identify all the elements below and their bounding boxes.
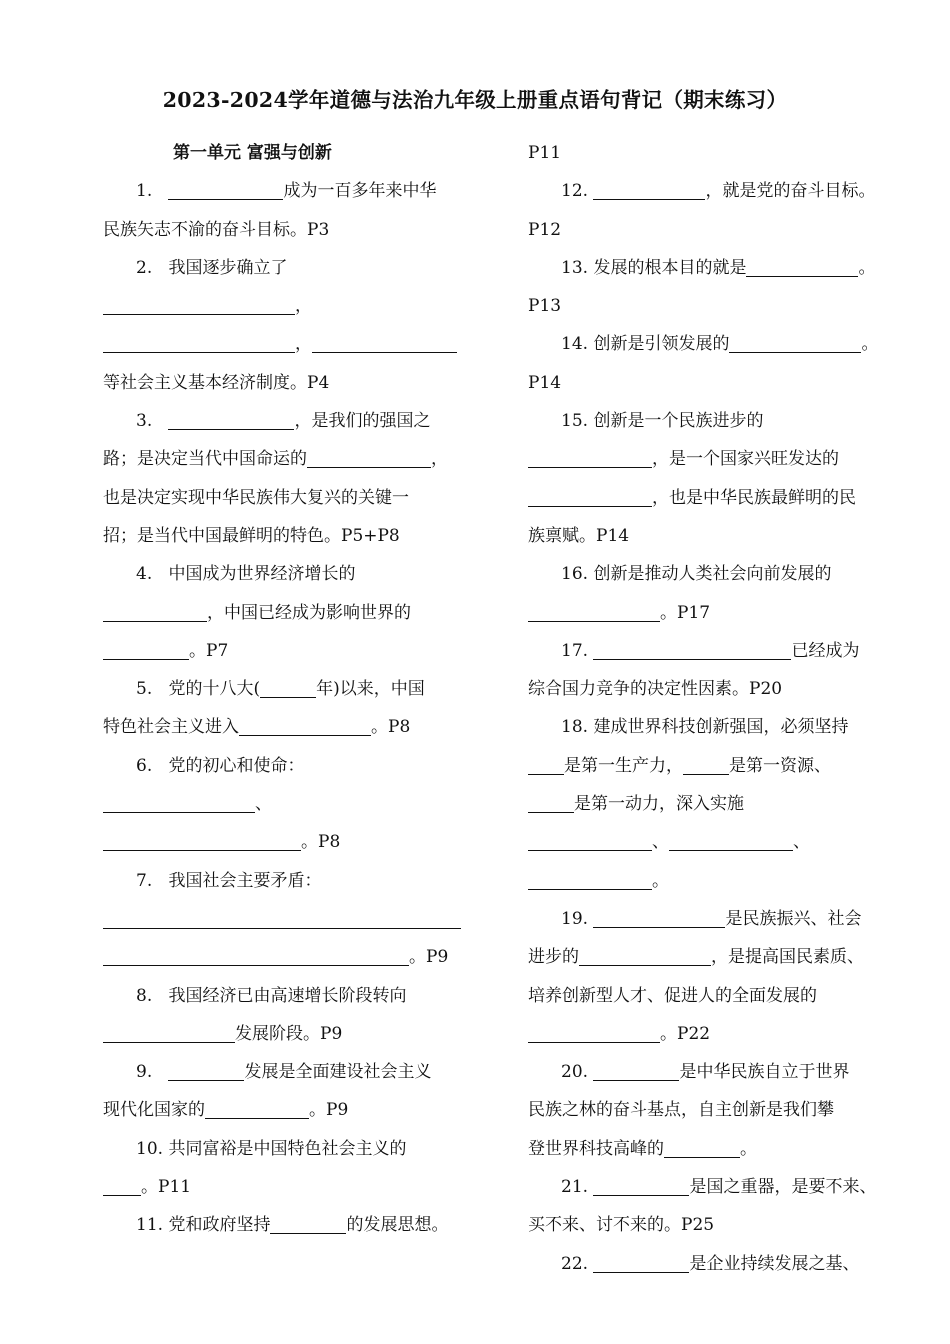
blank[interactable] (593, 1250, 689, 1273)
blank[interactable] (683, 752, 729, 775)
blank[interactable] (528, 1020, 660, 1043)
question-2: 2. 我国逐步确立了 (136, 257, 288, 278)
question-7: 7. 我国社会主要矛盾： (136, 870, 322, 891)
blank[interactable] (664, 1135, 740, 1158)
blank[interactable] (103, 828, 301, 851)
question-8: 8. 我国经济已由高速增长阶段转向 (136, 985, 407, 1006)
question-11: 11. 党和政府坚持 的发展思想。 (103, 1206, 461, 1244)
blank[interactable] (205, 1096, 309, 1119)
question-14: 14. 创新是引领发展的 。 (528, 325, 900, 363)
blank[interactable] (528, 752, 564, 775)
blank[interactable] (270, 1211, 346, 1234)
blank[interactable] (729, 330, 861, 353)
question-19: 19. 是民族振兴、社会 (528, 900, 900, 938)
question-20: 20. 是中华民族自立于世界 (528, 1053, 900, 1091)
blank[interactable] (593, 1058, 679, 1081)
blank[interactable] (528, 445, 652, 468)
blank[interactable] (103, 943, 409, 966)
question-10: 10. 共同富裕是中国特色社会主义的 (136, 1138, 407, 1159)
blank[interactable] (746, 254, 858, 277)
blank[interactable] (312, 330, 457, 353)
question-13: 13. 发展的根本目的就是 。 (528, 249, 900, 287)
blank[interactable] (103, 900, 461, 929)
blank[interactable] (103, 790, 255, 813)
question-16: 16. 创新是推动人类社会向前发展的 (561, 564, 832, 585)
blank[interactable] (103, 1020, 235, 1043)
question-21: 21. 是国之重器，是要不来、 (528, 1168, 900, 1206)
blank[interactable] (168, 1058, 244, 1081)
question-6: 6. 党的初心和使命： (136, 755, 305, 776)
question-4: 4. 中国成为世界经济增长的 (136, 564, 356, 585)
unit-heading: 第一单元 富强与创新 (173, 143, 332, 163)
blank[interactable] (528, 828, 652, 851)
blank[interactable] (103, 330, 295, 353)
blank[interactable] (168, 177, 283, 200)
blank[interactable] (239, 713, 371, 736)
page-title: 2023-2024学年道德与法治九年级上册重点语句背记（期末练习） (162, 88, 788, 112)
question-22: 22. 是企业持续发展之基、 (528, 1245, 900, 1283)
question-3: 3. ，是我们的强国之 (103, 402, 461, 440)
blank[interactable] (103, 599, 207, 622)
blank[interactable] (528, 790, 574, 813)
question-5: 5. 党的十八大( 年)以来，中国 (103, 670, 461, 708)
blank[interactable] (168, 407, 294, 430)
question-17: 17. 已经成为 (528, 632, 900, 670)
question-15: 15. 创新是一个民族进步的 (561, 411, 764, 432)
left-column: 第一单元 富强与创新 1. 成为一百多年来中华 民族矢志不渝的奋斗目标。P3 2. 我国逐步确立了 ， ， 等社会主义基本经济制度。P4 3. ，是我们的强国之 路；是决定当代中国命运的 ， 也是决定实现中华民族伟大复兴的关键一 招；是当代中国最鲜明的特色。P5+P8 4. 中国成为世界经济增长的 ，中国已经成为影响世界的 。P7 5. 党的十八大( 年)以来，中国 特色社会主义进入 。P8 6. 党的初心和使命： 、 。P8 7. 我国社会主要矛盾： 。P9 8. 我国经济已由高速增长阶段转向 发展阶段。P9 9. 发展是全面建设社会主义 现代化国家的 。P9 10. 共同富裕是中国特色社会主义的 。P11 11. 党和政府坚持 的发展思想。 (103, 134, 461, 1245)
right-column: P11 12. ，就是党的奋斗目标。 P12 13. 发展的根本目的就是 。 P13 14. 创新是引领发展的 。 P14 15. 创新是一个民族进步的 ，是一个国家兴旺发达的 ，也是中华民族最鲜明的民 族禀赋。P14 16. 创新是推动人类社会向前发展的 。P17 17. 已经成为 综合国力竞争的决定性因素。P20 18. 建成世界科技创新强国，必须坚持 是第一生产力， 是第一资源、 是第一动力，深入实施 、 、 。 19. 是民族振兴、社会 进步的 ，是提高国民素质、 培养创新型人才、促进人的全面发展的 。P22 20. 是中华民族自立于世界 民族之林的奋斗基点，自主创新是我们攀 登世界科技高峰的 。 21. 是国之重器，是要不来、 买不来、讨不来的。P25 22. 是企业持续发展之基、 (528, 134, 900, 1283)
blank[interactable] (528, 484, 652, 507)
blank[interactable] (579, 943, 711, 966)
blank[interactable] (307, 445, 431, 468)
question-1: 1. 成为一百多年来中华 (103, 172, 461, 210)
blank[interactable] (528, 867, 652, 890)
blank[interactable] (593, 905, 725, 928)
blank[interactable] (103, 292, 295, 315)
question-18: 18. 建成世界科技创新强国，必须坚持 (561, 717, 849, 738)
question-12: 12. ，就是党的奋斗目标。 (528, 172, 900, 210)
blank[interactable] (593, 637, 791, 660)
blank[interactable] (103, 1173, 141, 1196)
blank[interactable] (593, 177, 705, 200)
blank[interactable] (593, 1173, 689, 1196)
question-9: 9. 发展是全面建设社会主义 (103, 1053, 461, 1091)
blank[interactable] (260, 675, 316, 698)
blank[interactable] (103, 637, 189, 660)
blank[interactable] (669, 828, 793, 851)
blank[interactable] (528, 599, 660, 622)
